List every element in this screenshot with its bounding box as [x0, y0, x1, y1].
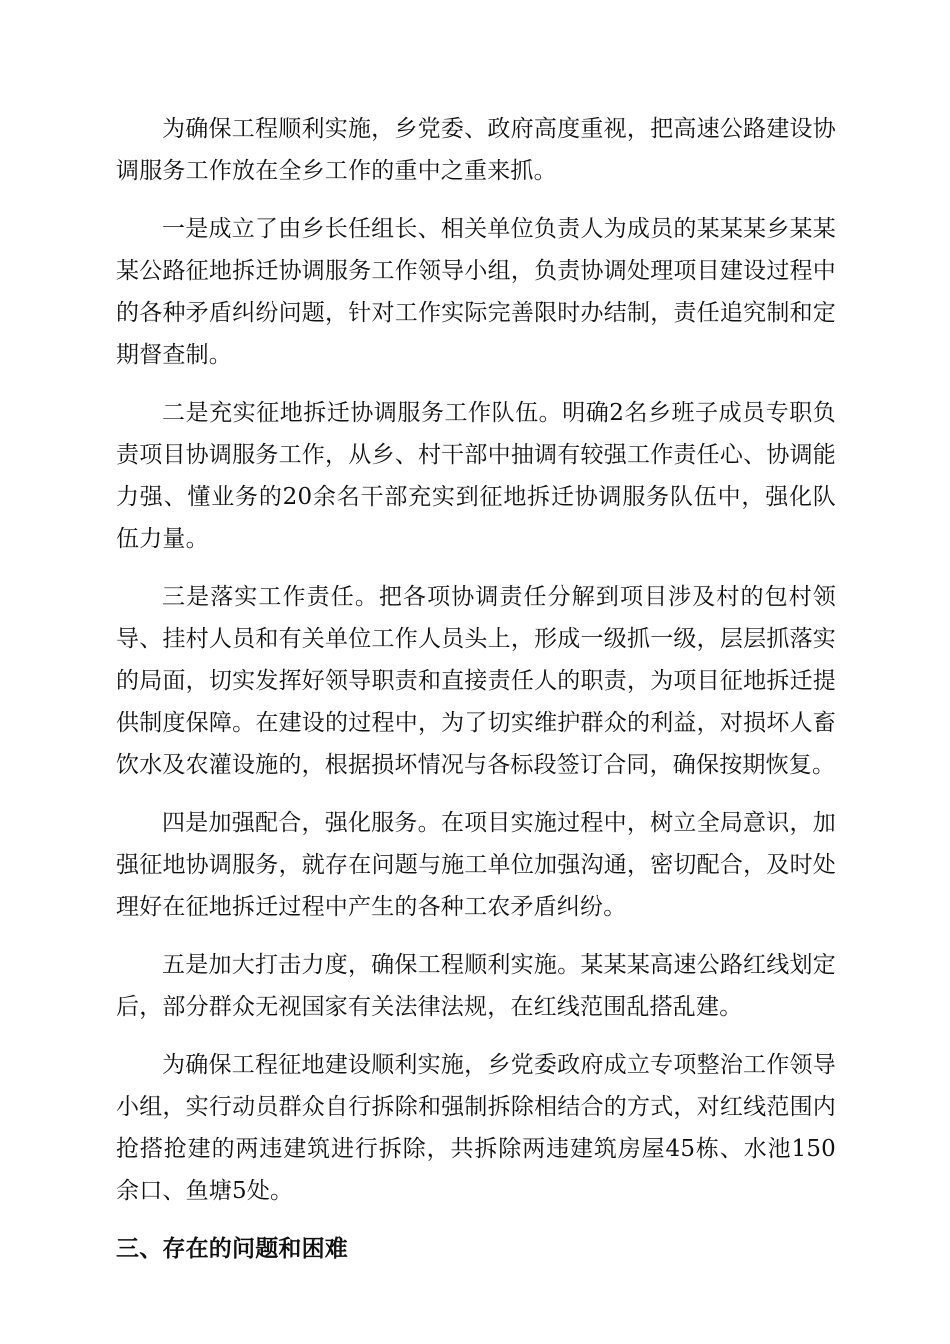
paragraph-demolition: 为确保工程征地建设顺利实施，乡党委政府成立专项整治工作领导小组，实行动员群众自行拆除和强制拆除相结合的方式，对红线范围内抢搭抢建的两违建筑进行拆除，共拆除两违建筑房屋45栋、水池150余口、鱼塘5处。 — [116, 1052, 836, 1204]
section-heading: 三、存在的问题和困难 — [116, 1236, 348, 1262]
document-body — [116, 108, 836, 1270]
paragraph-responsibility: 三是落实工作责任。把各项协调责任分解到项目涉及村的包村领导、挂村人员和有关单位工作人员头上，形成一级抓一级，层层抓落实的局面，切实发挥好领导职责和直接责任人的职责，为项目征地拆迁提供制度保障。在建设的过程中，为了切实维护群众的利益，对损坏人畜饮水及农灌设施的，根据损坏情况与各标段签订合同，确保按期恢复。 — [116, 584, 836, 778]
paragraph-priority: 为确保工程顺利实施，乡党委、政府高度重视，把高速公路建设协调服务工作放在全乡工作的重中之重来抓。 — [116, 116, 836, 184]
paragraph-team: 二是充实征地拆迁协调服务工作队伍。明确2名乡班子成员专职负责项目协调服务工作，从乡、村干部中抽调有较强工作责任心、协调能力强、懂业务的20余名干部充实到征地拆迁协调服务队伍中，强化队伍力量。 — [116, 400, 836, 552]
paragraph-service: 四是加强配合，强化服务。在项目实施过程中，树立全局意识，加强征地协调服务，就存在问题与施工单位加强沟通，密切配合，及时处理好在征地拆迁过程中产生的各种工农矛盾纠纷。 — [116, 810, 836, 920]
paragraph-leading-group: 一是成立了由乡长任组长、相关单位负责人为成员的某某某乡某某某公路征地拆迁协调服务工作领导小组，负责协调处理项目建设过程中的各种矛盾纠纷问题，针对工作实际完善限时办结制，责任追究制和定期督查制。 — [116, 216, 836, 368]
paragraph-crackdown: 五是加大打击力度，确保工程顺利实施。某某某高速公路红线划定后，部分群众无视国家有关法律法规，在红线范围乱搭乱建。 — [116, 952, 836, 1020]
